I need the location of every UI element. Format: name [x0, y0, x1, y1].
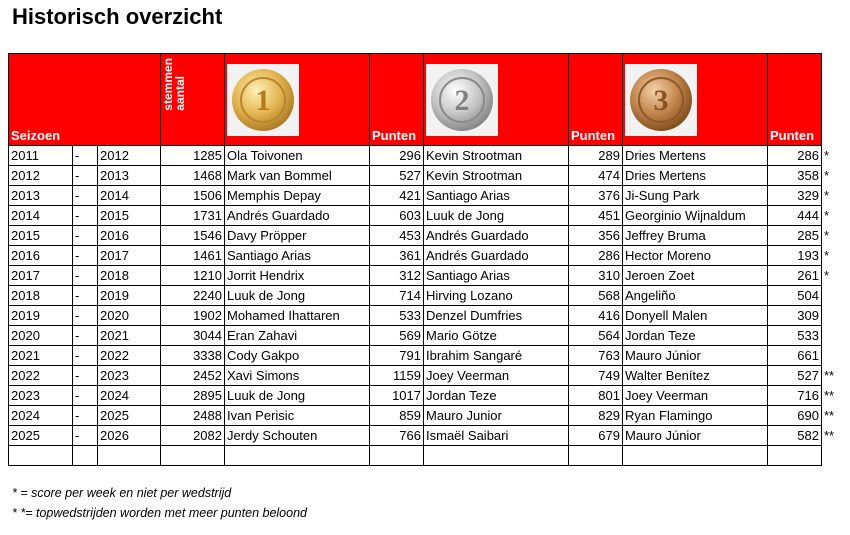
- empty-cell: [225, 446, 370, 466]
- header-bronze-cell: [623, 54, 768, 146]
- empty-cell: [98, 446, 161, 466]
- silver-player-cell: Santiago Arias: [424, 186, 569, 206]
- table-row: [9, 226, 848, 246]
- bronze-medal-icon: [625, 64, 697, 136]
- season-dash-cell: -: [73, 226, 98, 246]
- header-seizoen: Seizoen: [9, 54, 161, 146]
- header-stemmen-line1: aantal: [173, 76, 187, 111]
- table-row: [9, 326, 848, 346]
- season-start-cell: 2021: [9, 346, 73, 366]
- season-end-cell: 2021: [98, 326, 161, 346]
- votes-cell: 1285: [161, 146, 225, 166]
- season-dash-cell: -: [73, 266, 98, 286]
- votes-cell: 2488: [161, 406, 225, 426]
- bronze-player-cell: Ji-Sung Park: [623, 186, 768, 206]
- silver-points-cell: 416: [569, 306, 623, 326]
- gold-points-cell: 312: [370, 266, 424, 286]
- bronze-points-cell: 286: [768, 146, 822, 166]
- page-title: Historisch overzicht: [12, 4, 223, 29]
- gold-points-cell: 1017: [370, 386, 424, 406]
- gold-player-cell: Santiago Arias: [225, 246, 370, 266]
- footnote-marker: *: [824, 248, 830, 263]
- gold-player-cell: Andrés Guardado: [225, 206, 370, 226]
- footnote-marker: [822, 306, 848, 326]
- empty-cell: [569, 446, 623, 466]
- svg-text:3: 3: [653, 83, 669, 117]
- gold-player-cell: Davy Pröpper: [225, 226, 370, 246]
- season-end-cell: 2020: [98, 306, 161, 326]
- table-row: [9, 206, 848, 226]
- footnote-marker: **: [824, 368, 835, 383]
- season-start-cell: 2016: [9, 246, 73, 266]
- gold-player-cell: Luuk de Jong: [225, 286, 370, 306]
- footnote-marker: **: [824, 388, 835, 403]
- gold-player-cell: Memphis Depay: [225, 186, 370, 206]
- gold-points-cell: 791: [370, 346, 424, 366]
- season-start-cell: 2011: [9, 146, 73, 166]
- bronze-player-cell: Jeroen Zoet: [623, 266, 768, 286]
- silver-player-cell: Mario Götze: [424, 326, 569, 346]
- season-end-cell: 2012: [98, 146, 161, 166]
- gold-player-cell: Ola Toivonen: [225, 146, 370, 166]
- season-start-cell: 2025: [9, 426, 73, 446]
- gold-points-cell: 714: [370, 286, 424, 306]
- season-end-cell: 2018: [98, 266, 161, 286]
- season-dash-cell: -: [73, 166, 98, 186]
- header-gold-cell: [225, 54, 370, 146]
- silver-player-cell: Mauro Junior: [424, 406, 569, 426]
- votes-cell: 2240: [161, 286, 225, 306]
- season-end-cell: 2014: [98, 186, 161, 206]
- silver-player-cell: Andrés Guardado: [424, 246, 569, 266]
- table-row: [9, 426, 848, 446]
- empty-cell: [623, 446, 768, 466]
- season-dash-cell: -: [73, 326, 98, 346]
- table-row: [9, 346, 848, 366]
- silver-player-cell: Jordan Teze: [424, 386, 569, 406]
- gold-player-cell: Eran Zahavi: [225, 326, 370, 346]
- gold-points-cell: 296: [370, 146, 424, 166]
- gold-player-cell: Mohamed Ihattaren: [225, 306, 370, 326]
- bronze-player-cell: Mauro Júnior: [623, 346, 768, 366]
- svg-text:2: 2: [454, 83, 470, 117]
- silver-points-cell: 568: [569, 286, 623, 306]
- votes-cell: 3338: [161, 346, 225, 366]
- bronze-player-cell: Donyell Malen: [623, 306, 768, 326]
- season-dash-cell: -: [73, 146, 98, 166]
- season-end-cell: 2016: [98, 226, 161, 246]
- silver-player-cell: Hirving Lozano: [424, 286, 569, 306]
- gold-player-cell: Cody Gakpo: [225, 346, 370, 366]
- bronze-points-cell: 582: [768, 426, 822, 446]
- season-end-cell: 2026: [98, 426, 161, 446]
- table-row: [9, 166, 848, 186]
- season-start-cell: 2015: [9, 226, 73, 246]
- season-dash-cell: -: [73, 386, 98, 406]
- footnote-marker: *: [824, 148, 830, 163]
- bronze-player-cell: Jeffrey Bruma: [623, 226, 768, 246]
- silver-points-cell: 749: [569, 366, 623, 386]
- silver-player-cell: Ibrahim Sangaré: [424, 346, 569, 366]
- gold-medal-icon: [227, 64, 299, 136]
- gold-points-cell: 527: [370, 166, 424, 186]
- gold-points-cell: 533: [370, 306, 424, 326]
- season-start-cell: 2019: [9, 306, 73, 326]
- bronze-points-cell: 261: [768, 266, 822, 286]
- season-end-cell: 2023: [98, 366, 161, 386]
- footnote-marker: *: [824, 268, 830, 283]
- season-dash-cell: -: [73, 346, 98, 366]
- bronze-points-cell: 690: [768, 406, 822, 426]
- footnote-marker: **: [824, 428, 835, 443]
- season-start-cell: 2022: [9, 366, 73, 386]
- silver-medal-icon: [426, 64, 498, 136]
- silver-points-cell: 564: [569, 326, 623, 346]
- table-row: [9, 246, 848, 266]
- silver-player-cell: Andrés Guardado: [424, 226, 569, 246]
- table-row: [9, 306, 848, 326]
- votes-cell: 1468: [161, 166, 225, 186]
- table-row: [9, 286, 848, 306]
- votes-cell: 2452: [161, 366, 225, 386]
- footnote-marker: *: [824, 168, 830, 183]
- season-start-cell: 2023: [9, 386, 73, 406]
- table-row: [9, 266, 848, 286]
- season-end-cell: 2025: [98, 406, 161, 426]
- table-row: [9, 406, 848, 426]
- history-table: [8, 53, 848, 466]
- season-start-cell: 2018: [9, 286, 73, 306]
- gold-points-cell: 421: [370, 186, 424, 206]
- bronze-player-cell: Walter Benítez: [623, 366, 768, 386]
- table-row: [9, 386, 848, 406]
- footnote-1: * = score per week en niet per wedstrijd: [12, 486, 232, 500]
- gold-points-cell: 859: [370, 406, 424, 426]
- gold-player-cell: Mark van Bommel: [225, 166, 370, 186]
- silver-points-cell: 474: [569, 166, 623, 186]
- footnote-marker: [822, 346, 848, 366]
- season-end-cell: 2015: [98, 206, 161, 226]
- bronze-points-cell: 309: [768, 306, 822, 326]
- table-row: [9, 186, 848, 206]
- silver-points-cell: 829: [569, 406, 623, 426]
- bronze-points-cell: 661: [768, 346, 822, 366]
- header-punten-2: Punten: [569, 54, 623, 146]
- silver-points-cell: 310: [569, 266, 623, 286]
- footnote-marker: [822, 286, 848, 306]
- gold-player-cell: Ivan Perisic: [225, 406, 370, 426]
- bronze-player-cell: Mauro Júnior: [623, 426, 768, 446]
- season-dash-cell: -: [73, 366, 98, 386]
- bronze-points-cell: 444: [768, 206, 822, 226]
- silver-player-cell: Denzel Dumfries: [424, 306, 569, 326]
- header-stemmen-line2: stemmen: [161, 58, 175, 111]
- season-end-cell: 2019: [98, 286, 161, 306]
- footnote-marker: **: [824, 408, 835, 423]
- bronze-player-cell: Hector Moreno: [623, 246, 768, 266]
- silver-points-cell: 356: [569, 226, 623, 246]
- header-silver-cell: [424, 54, 569, 146]
- table-row: [9, 146, 848, 166]
- gold-player-cell: Jerdy Schouten: [225, 426, 370, 446]
- votes-cell: 2082: [161, 426, 225, 446]
- header-punten-1: Punten: [370, 54, 424, 146]
- silver-points-cell: 376: [569, 186, 623, 206]
- bronze-player-cell: Dries Mertens: [623, 146, 768, 166]
- bronze-points-cell: 527: [768, 366, 822, 386]
- gold-player-cell: Luuk de Jong: [225, 386, 370, 406]
- bronze-player-cell: Dries Mertens: [623, 166, 768, 186]
- gold-points-cell: 569: [370, 326, 424, 346]
- silver-player-cell: Luuk de Jong: [424, 206, 569, 226]
- season-dash-cell: -: [73, 186, 98, 206]
- silver-points-cell: 679: [569, 426, 623, 446]
- season-end-cell: 2017: [98, 246, 161, 266]
- header-row: [9, 54, 848, 146]
- bronze-points-cell: 358: [768, 166, 822, 186]
- season-dash-cell: -: [73, 426, 98, 446]
- season-end-cell: 2013: [98, 166, 161, 186]
- votes-cell: 3044: [161, 326, 225, 346]
- empty-cell: [768, 446, 822, 466]
- silver-player-cell: Ismaël Saibari: [424, 426, 569, 446]
- season-dash-cell: -: [73, 286, 98, 306]
- gold-points-cell: 603: [370, 206, 424, 226]
- empty-cell: [370, 446, 424, 466]
- empty-cell: [9, 446, 73, 466]
- bronze-points-cell: 504: [768, 286, 822, 306]
- footnote-marker: [822, 326, 848, 346]
- season-start-cell: 2012: [9, 166, 73, 186]
- gold-points-cell: 361: [370, 246, 424, 266]
- silver-player-cell: Joey Veerman: [424, 366, 569, 386]
- header-punten-3: Punten: [768, 54, 822, 146]
- silver-points-cell: 763: [569, 346, 623, 366]
- season-start-cell: 2020: [9, 326, 73, 346]
- bronze-player-cell: Jordan Teze: [623, 326, 768, 346]
- votes-cell: 2895: [161, 386, 225, 406]
- silver-player-cell: Santiago Arias: [424, 266, 569, 286]
- silver-player-cell: Kevin Strootman: [424, 166, 569, 186]
- footnote-2: * *= topwedstrijden worden met meer punten beloond: [12, 506, 307, 520]
- votes-cell: 1902: [161, 306, 225, 326]
- silver-player-cell: Kevin Strootman: [424, 146, 569, 166]
- season-dash-cell: -: [73, 306, 98, 326]
- footnote-marker: *: [824, 188, 830, 203]
- silver-points-cell: 286: [569, 246, 623, 266]
- table-row: [9, 366, 848, 386]
- header-stemmen: [161, 54, 225, 146]
- empty-row: [9, 446, 848, 466]
- empty-cell: [424, 446, 569, 466]
- season-dash-cell: -: [73, 206, 98, 226]
- votes-cell: 1546: [161, 226, 225, 246]
- season-end-cell: 2022: [98, 346, 161, 366]
- votes-cell: 1506: [161, 186, 225, 206]
- empty-cell: [73, 446, 98, 466]
- gold-points-cell: 453: [370, 226, 424, 246]
- season-start-cell: 2013: [9, 186, 73, 206]
- gold-points-cell: 1159: [370, 366, 424, 386]
- gold-player-cell: Jorrit Hendrix: [225, 266, 370, 286]
- bronze-player-cell: Angeliño: [623, 286, 768, 306]
- bronze-points-cell: 193: [768, 246, 822, 266]
- silver-points-cell: 801: [569, 386, 623, 406]
- bronze-player-cell: Georginio Wijnaldum: [623, 206, 768, 226]
- silver-points-cell: 451: [569, 206, 623, 226]
- bronze-points-cell: 533: [768, 326, 822, 346]
- bronze-points-cell: 716: [768, 386, 822, 406]
- silver-points-cell: 289: [569, 146, 623, 166]
- season-end-cell: 2024: [98, 386, 161, 406]
- votes-cell: 1461: [161, 246, 225, 266]
- empty-cell: [161, 446, 225, 466]
- footnote-marker: *: [824, 208, 830, 223]
- bronze-points-cell: 329: [768, 186, 822, 206]
- bronze-points-cell: 285: [768, 226, 822, 246]
- footnote-marker: *: [824, 228, 830, 243]
- bronze-player-cell: Ryan Flamingo: [623, 406, 768, 426]
- season-start-cell: 2017: [9, 266, 73, 286]
- svg-text:1: 1: [255, 83, 271, 117]
- votes-cell: 1210: [161, 266, 225, 286]
- season-dash-cell: -: [73, 246, 98, 266]
- bronze-player-cell: Joey Veerman: [623, 386, 768, 406]
- season-start-cell: 2024: [9, 406, 73, 426]
- season-start-cell: 2014: [9, 206, 73, 226]
- gold-points-cell: 766: [370, 426, 424, 446]
- votes-cell: 1731: [161, 206, 225, 226]
- gold-player-cell: Xavi Simons: [225, 366, 370, 386]
- season-dash-cell: -: [73, 406, 98, 426]
